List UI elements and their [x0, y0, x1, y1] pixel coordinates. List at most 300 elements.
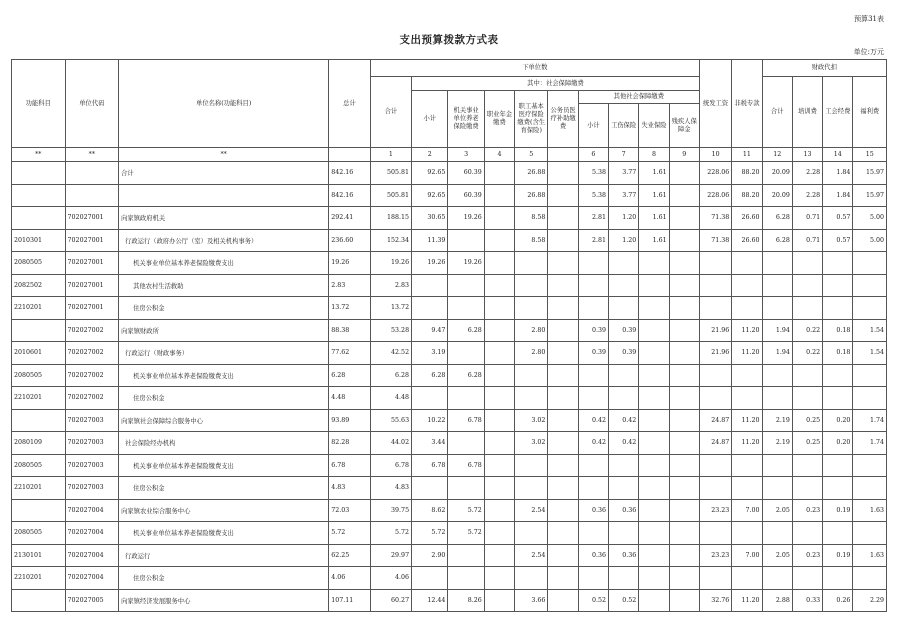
table-row	[12, 432, 887, 455]
value-cell: 3.02	[515, 409, 548, 432]
table-row	[12, 229, 887, 252]
value-cell: 0.23	[792, 544, 822, 567]
value-cell: 10.22	[412, 409, 448, 432]
value-cell: 3.77	[609, 162, 639, 185]
value-cell	[639, 567, 669, 590]
value-cell	[669, 274, 699, 297]
value-cell	[762, 274, 792, 297]
value-cell: 6.28	[762, 229, 792, 252]
index-row	[12, 148, 887, 162]
func-subject-cell	[12, 589, 66, 612]
value-cell	[669, 477, 699, 500]
func-subject-cell: 2130101	[12, 544, 66, 567]
index-cell: 4	[484, 148, 514, 162]
value-cell: 228.06	[699, 162, 731, 185]
value-cell	[515, 567, 548, 590]
table-row	[12, 454, 887, 477]
value-cell: 6.78	[329, 454, 370, 477]
value-cell: 6.28	[370, 364, 411, 387]
value-cell	[853, 454, 887, 477]
value-cell: 11.20	[732, 342, 762, 365]
value-cell	[639, 252, 669, 275]
value-cell	[578, 252, 608, 275]
value-cell: 93.89	[329, 409, 370, 432]
value-cell: 1.74	[853, 409, 887, 432]
value-cell: 2.05	[762, 499, 792, 522]
value-cell: 2.54	[515, 499, 548, 522]
value-cell: 15.97	[853, 162, 887, 185]
value-cell: 505.81	[370, 162, 411, 185]
func-subject-cell: 2010301	[12, 229, 66, 252]
value-cell	[484, 342, 514, 365]
unit-name-cell: 行政运行（财政事务）	[119, 342, 329, 365]
value-cell: 0.26	[823, 589, 853, 612]
value-cell: 1.61	[639, 207, 669, 230]
func-subject-cell: 2080109	[12, 432, 66, 455]
header-salary: 统发工资	[699, 60, 731, 148]
value-cell	[792, 274, 822, 297]
value-cell	[515, 274, 548, 297]
value-cell	[699, 522, 731, 545]
value-cell	[669, 567, 699, 590]
value-cell: 9.47	[412, 319, 448, 342]
unit-code-cell: 702027005	[65, 589, 119, 612]
value-cell: 0.18	[823, 342, 853, 365]
func-subject-cell: 2210201	[12, 387, 66, 410]
func-subject-cell	[12, 499, 66, 522]
index-cell: 10	[699, 148, 731, 162]
value-cell	[484, 454, 514, 477]
header-lower-unit-group: 下单位数	[370, 60, 699, 77]
value-cell	[484, 567, 514, 590]
value-cell: 82.28	[329, 432, 370, 455]
value-cell: 0.22	[792, 342, 822, 365]
unit-code-cell: 702027003	[65, 432, 119, 455]
value-cell	[732, 454, 762, 477]
value-cell	[484, 387, 514, 410]
value-cell	[484, 409, 514, 432]
index-cell: 5	[515, 148, 548, 162]
value-cell	[669, 184, 699, 207]
value-cell	[699, 567, 731, 590]
unit-code-cell: 702027001	[65, 207, 119, 230]
index-cell: 8	[639, 148, 669, 162]
value-cell: 32.76	[699, 589, 731, 612]
value-cell	[792, 567, 822, 590]
value-cell	[639, 432, 669, 455]
header-occupational: 职业年金缴费	[484, 91, 514, 148]
value-cell	[823, 477, 853, 500]
func-subject-cell	[12, 409, 66, 432]
value-cell: 2.88	[762, 589, 792, 612]
table-row	[12, 522, 887, 545]
func-subject-cell: 2210201	[12, 297, 66, 320]
value-cell	[609, 477, 639, 500]
table-row	[12, 477, 887, 500]
value-cell: 6.78	[370, 454, 411, 477]
unit-code-cell: 702027004	[65, 567, 119, 590]
value-cell	[669, 319, 699, 342]
value-cell	[639, 274, 669, 297]
table-row	[12, 342, 887, 365]
value-cell	[669, 432, 699, 455]
value-cell: 1.63	[853, 544, 887, 567]
value-cell	[548, 184, 578, 207]
value-cell	[669, 499, 699, 522]
value-cell	[609, 297, 639, 320]
index-cell: 15	[853, 148, 887, 162]
unit-code-cell	[65, 162, 119, 185]
value-cell	[762, 567, 792, 590]
value-cell: 6.28	[448, 364, 484, 387]
value-cell	[732, 522, 762, 545]
value-cell	[792, 387, 822, 410]
value-cell	[484, 477, 514, 500]
value-cell	[484, 544, 514, 567]
unit-name-cell: 住房公积金	[119, 387, 329, 410]
value-cell: 6.78	[448, 454, 484, 477]
table-row	[12, 364, 887, 387]
func-subject-cell: 2080505	[12, 252, 66, 275]
value-cell	[448, 387, 484, 410]
header-welfare: 福利费	[853, 77, 887, 148]
table-row	[12, 567, 887, 590]
value-cell	[412, 274, 448, 297]
func-subject-cell	[12, 162, 66, 185]
header-other-small: 小计	[578, 104, 608, 148]
value-cell	[484, 229, 514, 252]
value-cell: 4.83	[370, 477, 411, 500]
value-cell	[448, 297, 484, 320]
value-cell: 2.05	[762, 544, 792, 567]
value-cell	[639, 387, 669, 410]
index-cell: 2	[412, 148, 448, 162]
unit-name-cell: 住房公积金	[119, 477, 329, 500]
value-cell: 0.36	[609, 499, 639, 522]
value-cell: 2.90	[412, 544, 448, 567]
value-cell	[578, 297, 608, 320]
value-cell: 1.20	[609, 207, 639, 230]
value-cell	[484, 274, 514, 297]
value-cell: 1.54	[853, 342, 887, 365]
value-cell	[578, 567, 608, 590]
value-cell: 7.00	[732, 499, 762, 522]
value-cell: 0.25	[792, 409, 822, 432]
table-row	[12, 589, 887, 612]
value-cell	[669, 162, 699, 185]
value-cell	[823, 297, 853, 320]
value-cell	[639, 319, 669, 342]
unit-code-cell: 702027001	[65, 252, 119, 275]
value-cell: 26.60	[732, 229, 762, 252]
value-cell	[448, 229, 484, 252]
value-cell	[699, 297, 731, 320]
table-row	[12, 409, 887, 432]
value-cell: 0.36	[609, 544, 639, 567]
value-cell	[669, 589, 699, 612]
value-cell: 505.81	[370, 184, 411, 207]
value-cell: 0.42	[609, 432, 639, 455]
value-cell	[548, 432, 578, 455]
header-pension: 机关事业单位养老保险缴费	[448, 91, 484, 148]
value-cell: 0.20	[823, 409, 853, 432]
value-cell	[484, 162, 514, 185]
budget-table	[11, 59, 887, 612]
value-cell	[412, 387, 448, 410]
value-cell: 4.48	[329, 387, 370, 410]
value-cell	[548, 319, 578, 342]
value-cell: 29.97	[370, 544, 411, 567]
value-cell: 2.80	[515, 342, 548, 365]
value-cell	[823, 387, 853, 410]
value-cell: 1.74	[853, 432, 887, 455]
value-cell: 0.71	[792, 207, 822, 230]
value-cell	[578, 387, 608, 410]
unit-code-cell: 702027003	[65, 409, 119, 432]
value-cell	[578, 364, 608, 387]
value-cell: 3.77	[609, 184, 639, 207]
value-cell: 0.22	[792, 319, 822, 342]
value-cell: 71.38	[699, 207, 731, 230]
func-subject-cell: 2080505	[12, 364, 66, 387]
value-cell: 0.57	[823, 207, 853, 230]
value-cell: 3.66	[515, 589, 548, 612]
index-cell: 11	[732, 148, 762, 162]
value-cell: 3.44	[412, 432, 448, 455]
value-cell: 20.09	[762, 184, 792, 207]
header-union: 工会经费	[823, 77, 853, 148]
header-fiscal-total: 合计	[762, 77, 792, 148]
value-cell	[578, 454, 608, 477]
unit-name-cell: 社会保险经办机构	[119, 432, 329, 455]
value-cell	[448, 432, 484, 455]
value-cell	[448, 274, 484, 297]
value-cell: 4.83	[329, 477, 370, 500]
value-cell: 55.63	[370, 409, 411, 432]
index-cell: **	[12, 148, 66, 162]
value-cell: 5.72	[370, 522, 411, 545]
value-cell: 1.84	[823, 184, 853, 207]
unit-code-cell: 702027002	[65, 364, 119, 387]
value-cell: 6.28	[329, 364, 370, 387]
value-cell	[548, 522, 578, 545]
value-cell: 1.84	[823, 162, 853, 185]
value-cell: 2.28	[792, 184, 822, 207]
index-cell: 13	[792, 148, 822, 162]
value-cell	[699, 387, 731, 410]
value-cell: 72.03	[329, 499, 370, 522]
value-cell	[515, 477, 548, 500]
table-row	[12, 184, 887, 207]
table-row	[12, 274, 887, 297]
value-cell	[732, 252, 762, 275]
value-cell: 0.39	[609, 319, 639, 342]
value-cell	[823, 567, 853, 590]
value-cell	[669, 252, 699, 275]
value-cell	[639, 589, 669, 612]
value-cell: 42.52	[370, 342, 411, 365]
value-cell	[762, 297, 792, 320]
unit-code-cell: 702027001	[65, 274, 119, 297]
table-header	[12, 60, 887, 162]
value-cell: 0.19	[823, 499, 853, 522]
value-cell	[484, 364, 514, 387]
value-cell	[669, 454, 699, 477]
value-cell	[548, 409, 578, 432]
value-cell: 0.42	[609, 409, 639, 432]
value-cell	[548, 454, 578, 477]
value-cell: 7.00	[732, 544, 762, 567]
value-cell	[548, 162, 578, 185]
value-cell	[609, 387, 639, 410]
value-cell: 2.83	[370, 274, 411, 297]
unit-code-cell	[65, 184, 119, 207]
unit-name-cell: 行政运行	[119, 544, 329, 567]
value-cell: 3.02	[515, 432, 548, 455]
value-cell: 8.62	[412, 499, 448, 522]
index-cell: 3	[448, 148, 484, 162]
value-cell: 11.39	[412, 229, 448, 252]
value-cell	[609, 522, 639, 545]
header-other-social: 其他社会保障缴费	[578, 91, 699, 104]
unit-label: 单位:万元	[853, 48, 884, 56]
value-cell	[699, 477, 731, 500]
value-cell	[548, 499, 578, 522]
value-cell: 1.63	[853, 499, 887, 522]
value-cell	[412, 477, 448, 500]
value-cell	[609, 274, 639, 297]
value-cell: 5.72	[448, 499, 484, 522]
unit-name-cell: 向家镇政府机关	[119, 207, 329, 230]
value-cell: 0.71	[792, 229, 822, 252]
value-cell	[699, 274, 731, 297]
func-subject-cell: 2080505	[12, 522, 66, 545]
unit-name-cell: 住房公积金	[119, 297, 329, 320]
value-cell	[548, 477, 578, 500]
table-row	[12, 387, 887, 410]
value-cell: 5.00	[853, 207, 887, 230]
value-cell	[639, 454, 669, 477]
func-subject-cell: 2080505	[12, 454, 66, 477]
value-cell	[639, 544, 669, 567]
header-func-subject: 功能科目	[12, 60, 66, 148]
value-cell: 0.57	[823, 229, 853, 252]
value-cell	[762, 387, 792, 410]
func-subject-cell: 2082502	[12, 274, 66, 297]
value-cell: 19.26	[448, 252, 484, 275]
value-cell: 11.20	[732, 432, 762, 455]
value-cell: 44.02	[370, 432, 411, 455]
value-cell	[484, 207, 514, 230]
value-cell	[548, 342, 578, 365]
value-cell	[639, 499, 669, 522]
value-cell	[853, 567, 887, 590]
value-cell	[548, 252, 578, 275]
value-cell: 2.54	[515, 544, 548, 567]
value-cell: 0.33	[792, 589, 822, 612]
index-cell: **	[65, 148, 119, 162]
table-body	[12, 162, 887, 612]
value-cell	[578, 522, 608, 545]
index-cell: **	[119, 148, 329, 162]
unit-code-cell: 702027002	[65, 342, 119, 365]
value-cell: 19.26	[370, 252, 411, 275]
value-cell	[515, 252, 548, 275]
value-cell: 2.19	[762, 432, 792, 455]
value-cell	[669, 364, 699, 387]
table-row	[12, 319, 887, 342]
unit-code-cell: 702027001	[65, 297, 119, 320]
value-cell: 0.42	[578, 432, 608, 455]
table-row	[12, 297, 887, 320]
value-cell	[639, 342, 669, 365]
unit-code-cell: 702027001	[65, 229, 119, 252]
value-cell	[448, 567, 484, 590]
value-cell: 0.52	[609, 589, 639, 612]
value-cell	[609, 252, 639, 275]
unit-code-cell: 702027002	[65, 319, 119, 342]
value-cell	[792, 364, 822, 387]
value-cell	[609, 454, 639, 477]
value-cell	[699, 454, 731, 477]
header-unemployment: 失业保险	[639, 104, 669, 148]
value-cell	[639, 364, 669, 387]
value-cell	[699, 252, 731, 275]
value-cell: 0.19	[823, 544, 853, 567]
header-civil-medical: 公务员医疗补助缴费	[548, 91, 578, 148]
value-cell	[853, 274, 887, 297]
value-cell	[639, 297, 669, 320]
value-cell: 228.06	[699, 184, 731, 207]
value-cell	[609, 364, 639, 387]
value-cell	[548, 229, 578, 252]
value-cell: 2.80	[515, 319, 548, 342]
index-cell: 6	[578, 148, 608, 162]
value-cell: 5.72	[412, 522, 448, 545]
value-cell	[515, 387, 548, 410]
header-subtotal: 合计	[370, 77, 411, 148]
value-cell	[484, 319, 514, 342]
table-row	[12, 252, 887, 275]
value-cell: 13.72	[370, 297, 411, 320]
value-cell: 8.58	[515, 207, 548, 230]
value-cell: 6.78	[412, 454, 448, 477]
value-cell: 6.28	[448, 319, 484, 342]
func-subject-cell: 2210201	[12, 567, 66, 590]
value-cell: 0.36	[578, 544, 608, 567]
unit-name-cell: 其他农村生活救助	[119, 274, 329, 297]
header-disability: 残疾人保障金	[669, 104, 699, 148]
value-cell: 6.28	[762, 207, 792, 230]
value-cell: 88.20	[732, 184, 762, 207]
value-cell: 15.97	[853, 184, 887, 207]
value-cell	[732, 477, 762, 500]
value-cell	[823, 522, 853, 545]
value-cell	[853, 477, 887, 500]
value-cell	[448, 342, 484, 365]
value-cell	[484, 297, 514, 320]
value-cell: 88.38	[329, 319, 370, 342]
value-cell: 2.29	[853, 589, 887, 612]
value-cell	[515, 297, 548, 320]
unit-name-cell: 向家镇农业综合服务中心	[119, 499, 329, 522]
value-cell: 0.39	[578, 319, 608, 342]
value-cell: 23.23	[699, 544, 731, 567]
unit-name-cell: 机关事业单位基本养老保险缴费支出	[119, 364, 329, 387]
value-cell: 88.20	[732, 162, 762, 185]
value-cell	[762, 252, 792, 275]
value-cell: 5.38	[578, 184, 608, 207]
